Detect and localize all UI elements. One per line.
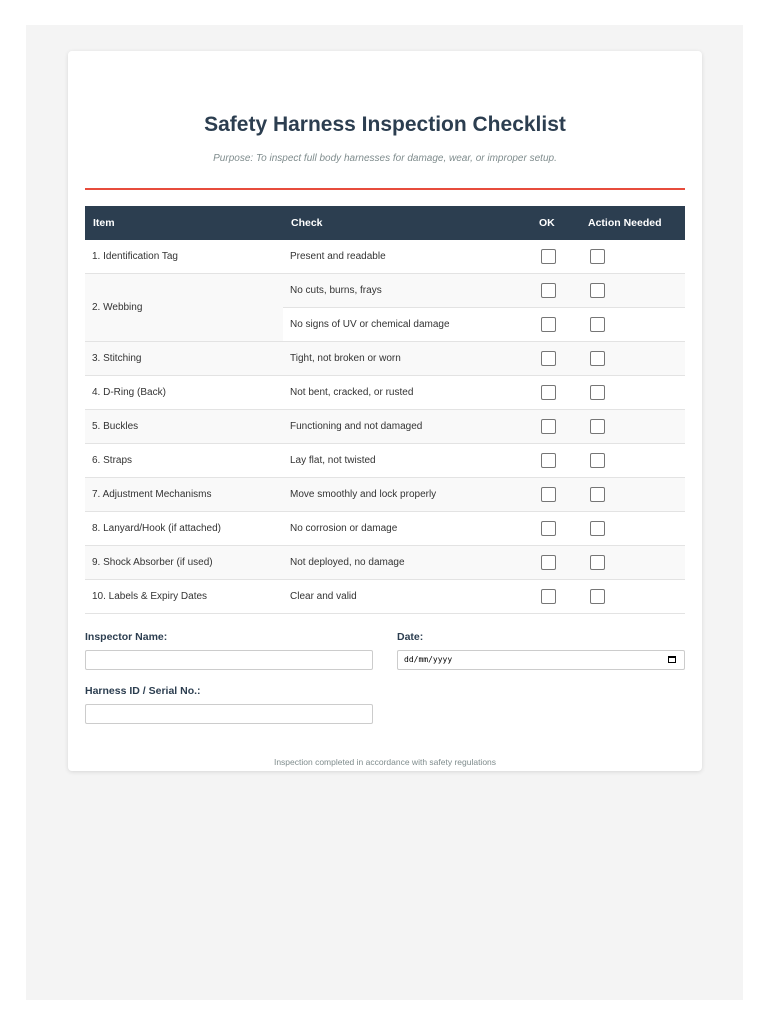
table-row xyxy=(85,580,685,614)
check-cell: No cuts, burns, frays xyxy=(283,274,531,308)
checklist-card xyxy=(68,51,702,771)
action-needed-checkbox[interactable] xyxy=(590,385,605,400)
item-cell: 6. Straps xyxy=(85,444,283,478)
item-cell: 5. Buckles xyxy=(85,410,283,444)
item-cell: 4. D-Ring (Back) xyxy=(85,376,283,410)
ok-checkbox[interactable] xyxy=(541,317,556,332)
check-cell: Not bent, cracked, or rusted xyxy=(283,376,531,410)
ok-checkbox[interactable] xyxy=(541,385,556,400)
inspection-table xyxy=(85,206,685,614)
action-needed-checkbox[interactable] xyxy=(590,283,605,298)
header-action-needed: Action Needed xyxy=(580,206,685,240)
table-header-row xyxy=(85,206,685,240)
calendar-icon[interactable] xyxy=(668,656,676,663)
ok-checkbox[interactable] xyxy=(541,283,556,298)
action-needed-checkbox[interactable] xyxy=(590,351,605,366)
action-needed-checkbox[interactable] xyxy=(590,419,605,434)
ok-checkbox[interactable] xyxy=(541,589,556,604)
table-row xyxy=(85,546,685,580)
harness-id-label: Harness ID / Serial No.: xyxy=(85,685,201,697)
footer-note: Inspection completed in accordance with safety regulations xyxy=(273,757,497,767)
ok-checkbox[interactable] xyxy=(541,487,556,502)
ok-checkbox[interactable] xyxy=(541,419,556,434)
date-label: Date: xyxy=(397,631,424,643)
table-row xyxy=(85,240,685,274)
date-input[interactable] xyxy=(397,650,685,670)
action-needed-checkbox[interactable] xyxy=(590,249,605,264)
purpose-text: Purpose: To inspect full body harnesses for damage, wear, or improper setup. xyxy=(213,153,557,164)
check-cell: Tight, not broken or worn xyxy=(283,342,531,376)
header-ok: OK xyxy=(531,206,580,240)
table-row xyxy=(85,410,685,444)
accent-divider xyxy=(85,188,685,190)
item-cell: 7. Adjustment Mechanisms xyxy=(85,478,283,512)
header-check: Check xyxy=(283,206,531,240)
item-cell: 3. Stitching xyxy=(85,342,283,376)
check-cell: Lay flat, not twisted xyxy=(283,444,531,478)
action-needed-checkbox[interactable] xyxy=(590,487,605,502)
action-needed-checkbox[interactable] xyxy=(590,521,605,536)
check-cell: Functioning and not damaged xyxy=(283,410,531,444)
check-cell: No signs of UV or chemical damage xyxy=(283,308,531,342)
item-cell: 10. Labels & Expiry Dates xyxy=(85,580,283,614)
item-cell: 2. Webbing xyxy=(85,274,283,342)
ok-checkbox[interactable] xyxy=(541,521,556,536)
check-cell: No corrosion or damage xyxy=(283,512,531,546)
ok-checkbox[interactable] xyxy=(541,555,556,570)
item-cell: 9. Shock Absorber (if used) xyxy=(85,546,283,580)
table-row xyxy=(85,512,685,546)
check-cell: Move smoothly and lock properly xyxy=(283,478,531,512)
check-cell: Present and readable xyxy=(283,240,531,274)
page-background xyxy=(26,25,743,1000)
date-value: dd/mm/yyyy xyxy=(404,655,453,664)
table-row xyxy=(85,342,685,376)
table-row xyxy=(85,376,685,410)
ok-checkbox[interactable] xyxy=(541,249,556,264)
ok-checkbox[interactable] xyxy=(541,453,556,468)
table-row xyxy=(85,478,685,512)
action-needed-checkbox[interactable] xyxy=(590,453,605,468)
inspector-name-input[interactable] xyxy=(85,650,373,670)
harness-id-input[interactable] xyxy=(85,704,373,724)
item-cell: 1. Identification Tag xyxy=(85,240,283,274)
action-needed-checkbox[interactable] xyxy=(590,589,605,604)
check-cell: Not deployed, no damage xyxy=(283,546,531,580)
action-needed-checkbox[interactable] xyxy=(590,317,605,332)
action-needed-checkbox[interactable] xyxy=(590,555,605,570)
item-cell: 8. Lanyard/Hook (if attached) xyxy=(85,512,283,546)
check-cell: Clear and valid xyxy=(283,580,531,614)
table-row xyxy=(85,274,685,308)
ok-checkbox[interactable] xyxy=(541,351,556,366)
header-item: Item xyxy=(85,206,283,240)
inspector-name-label: Inspector Name: xyxy=(85,631,168,643)
table-row xyxy=(85,444,685,478)
page-title: Safety Harness Inspection Checklist xyxy=(204,113,566,136)
